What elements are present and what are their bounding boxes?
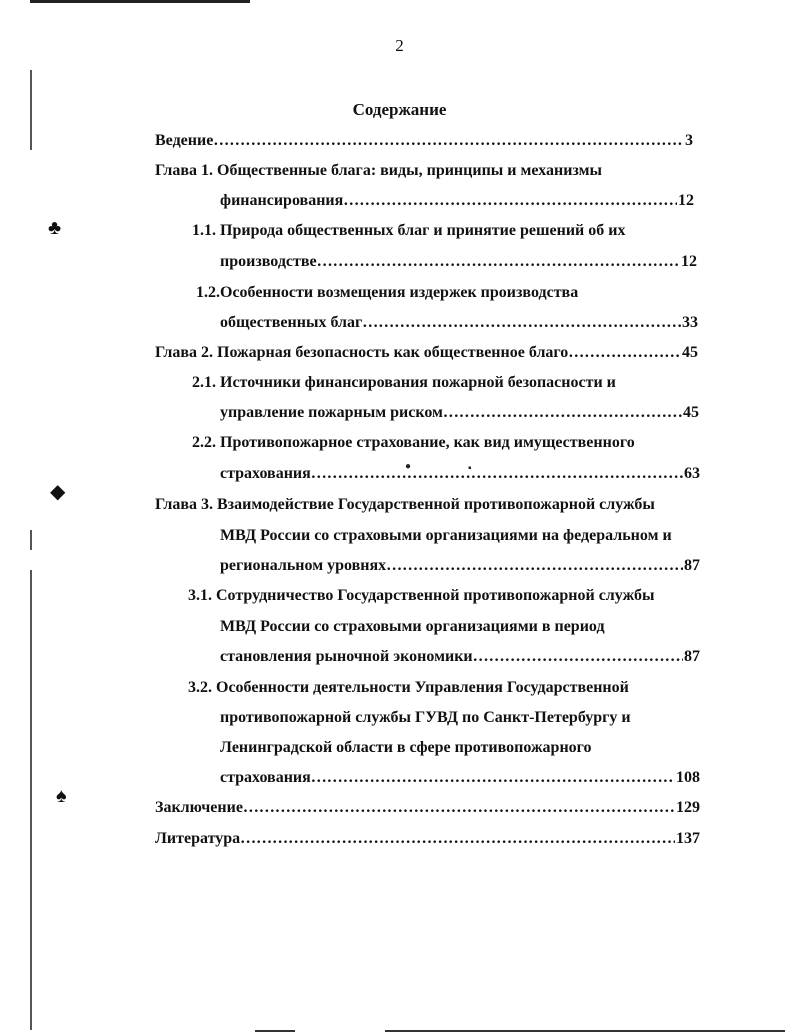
toc-page-number: 87 [684, 648, 700, 665]
ink-blot-mark: ♣ [48, 217, 62, 239]
toc-leader-dots [365, 251, 680, 273]
toc-entry-text: Глава 1. Общественные блага: виды, принципы и механизмы [155, 162, 603, 179]
toc-entry-chapter-3-line2 [220, 525, 672, 547]
toc-entry-text: становления рыночной экономики [220, 648, 473, 665]
toc-leader-dots [443, 402, 682, 424]
toc-entry-section-1-1 [192, 220, 625, 242]
toc-entry-chapter-3 [155, 494, 655, 516]
toc-entry-section-2-1 [192, 372, 616, 394]
toc-leader-dots [362, 312, 681, 334]
toc-entry-text: общественных благ [220, 314, 363, 331]
toc-entry-text: Глава 2. Пожарная безопасность как общественное благо [155, 344, 569, 361]
toc-page-number: 129 [676, 799, 700, 816]
toc-page-number: 45 [682, 344, 698, 361]
toc-entry-literature [155, 828, 700, 850]
toc-entry-text: противопожарной службы ГУВД по Санкт-Петербургу и [220, 709, 631, 726]
toc-entry-text: региональном уровнях [220, 557, 387, 574]
toc-entry-text: Ленинградской области в сфере противопожарного [220, 739, 592, 756]
toc-entry-text: финансирования… [220, 192, 360, 209]
toc-entry-section-3-2 [188, 677, 629, 699]
toc-entry-section-1-2 [196, 282, 578, 304]
toc-leader-dots [213, 130, 684, 152]
toc-entry-text: МВД России со страховыми организациями в период [220, 618, 605, 635]
top-rule [30, 0, 250, 3]
toc-entry-text: 3.2. Особенности деятельности Управления Государственной [188, 679, 629, 696]
toc-entry-text: страхования [220, 769, 311, 786]
toc-entry-chapter-2 [155, 342, 698, 364]
toc-title: Содержание [352, 100, 447, 119]
scan-edge-mark [30, 530, 32, 550]
toc-entry-section-2-2 [192, 432, 635, 454]
toc-leader-dots [311, 767, 675, 789]
toc-leader-dots [359, 190, 677, 212]
page-number: 2 [395, 36, 404, 55]
toc-page-number: 12 [681, 253, 697, 270]
toc-entry-chapter-1 [155, 160, 602, 182]
ink-speck-mark: ▪ [468, 463, 472, 474]
toc-entry-text: управление пожарным риском [220, 404, 443, 421]
toc-entry-section-2-2-cont [220, 463, 700, 485]
toc-leader-dots [240, 828, 675, 850]
toc-entry-section-3-2-line3 [220, 737, 592, 759]
bottom-rule [255, 1030, 295, 1032]
toc-entry-text: Литература [155, 830, 241, 847]
toc-entry-section-3-1 [188, 585, 654, 607]
toc-page-number: 33 [682, 314, 698, 331]
toc-entry-section-1-2-cont [220, 312, 698, 334]
toc-entry-section-2-1-cont [220, 402, 699, 424]
toc-entry-section-3-1-cont [220, 646, 700, 668]
toc-entry-chapter-3-cont [220, 555, 700, 577]
toc-entry-text: 2.1. Источники финансирования пожарной безопасности и [192, 374, 616, 391]
toc-leader-dots [386, 555, 683, 577]
toc-page-number: 137 [676, 830, 700, 847]
ink-speck-mark: ● [405, 461, 412, 472]
toc-entry-section-3-2-line2 [220, 707, 631, 729]
toc-leader-dots [311, 463, 683, 485]
toc-entry-text: страхования [220, 465, 311, 482]
toc-entry-text: Заключение [155, 799, 243, 816]
toc-page-number: 63 [684, 465, 700, 482]
toc-entry-text: 2.2. Противопожарное страхование, как вид имущественного [192, 434, 635, 451]
ink-blot-mark: ♠ [56, 785, 67, 807]
ink-blot-mark: ◆ [50, 481, 66, 503]
toc-leader-dots [473, 646, 683, 668]
toc-entry-section-1-1-cont [220, 251, 697, 273]
toc-entry-conclusion [155, 797, 700, 819]
toc-page-number: 87 [684, 557, 700, 574]
toc-entry-text: 1.1. Природа общественных благ и принятие решений об их [192, 222, 626, 239]
toc-page-number: 108 [676, 769, 700, 786]
toc-entry-text: 3.1. Сотрудничество Государственной противопожарной службы [188, 587, 655, 604]
toc-leader-dots [243, 797, 675, 819]
toc-entry-text: производстве……… [220, 253, 365, 270]
toc-entry-text: 1.2.Особенности возмещения издержек производства [196, 284, 579, 301]
scan-edge-mark [30, 570, 32, 1030]
toc-entry-text: Глава 3. Взаимодействие Государственной противопожарной службы [155, 496, 655, 513]
toc-entry-section-3-2-cont [220, 767, 700, 789]
toc-page-number: 3 [685, 132, 693, 149]
toc-entry-section-3-1-line2 [220, 616, 605, 638]
toc-entry-chapter-1-cont [220, 190, 694, 212]
bottom-rule [385, 1030, 785, 1032]
toc-entry-text: Ведение [155, 132, 214, 149]
toc-page-number: 45 [683, 404, 699, 421]
toc-page-number: 12 [678, 192, 694, 209]
toc-entry-intro [155, 130, 693, 152]
toc-entry-text: МВД России со страховыми организациями на федеральном и [220, 527, 672, 544]
toc-leader-dots [568, 342, 681, 364]
